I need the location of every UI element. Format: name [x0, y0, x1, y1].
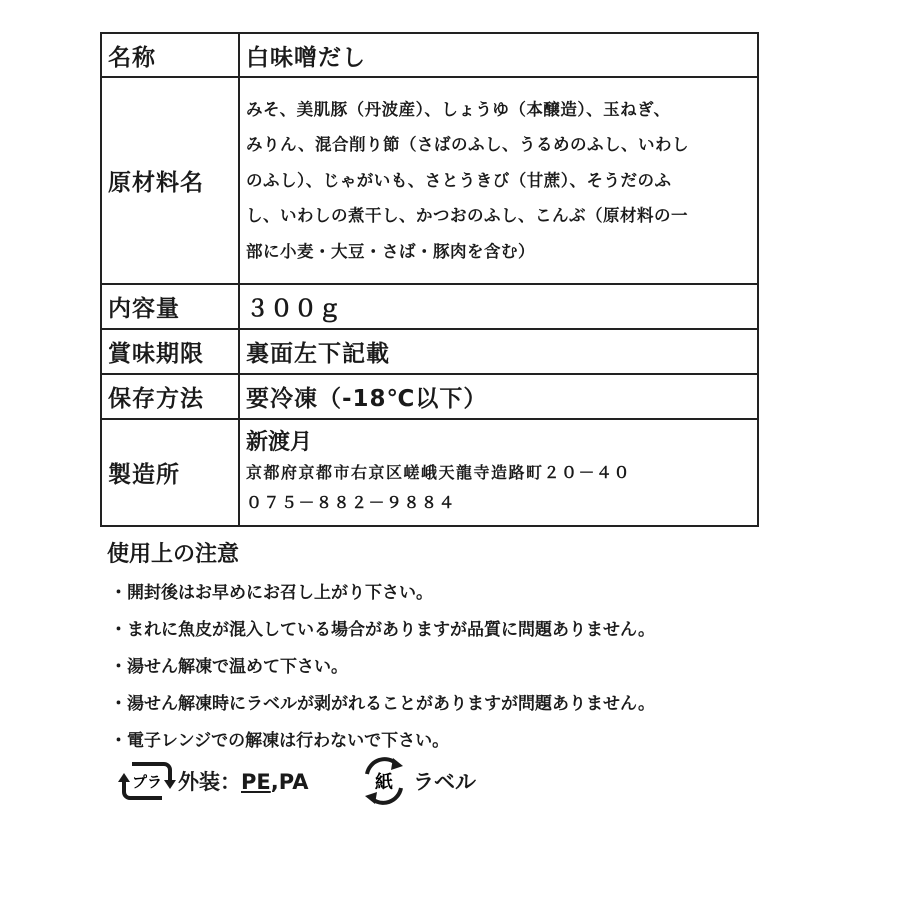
row-volume	[101, 284, 758, 329]
paper-label-text: ラベル	[413, 770, 476, 794]
note-item: ・まれに魚皮が混入している場合がありますが品質に問題ありません。	[110, 620, 656, 640]
recycle-plastic-icon	[118, 756, 176, 806]
recycle-paper-icon	[357, 756, 411, 806]
note-item: ・湯せん解凍で温めて下さい。	[110, 657, 348, 677]
product-label-table	[100, 32, 759, 527]
plastic-recycling-mark	[118, 756, 308, 806]
value-manufacturer	[239, 419, 758, 526]
plastic-material-underlined: PE	[241, 770, 271, 794]
paper-mark-text: 紙	[375, 772, 393, 793]
plastic-material-rest: ,PA	[270, 770, 309, 794]
note-item: ・電子レンジでの解凍は行わないで下さい。	[110, 731, 450, 751]
value-storage: 要冷凍（-18℃以下）	[239, 374, 758, 419]
key-expiry: 賞味期限	[101, 329, 239, 374]
notes-title: 使用上の注意	[107, 542, 240, 567]
value-ingredients	[239, 77, 758, 284]
ingredients-line: みそ、美肌豚（丹波産）、しょうゆ（本醸造）、玉ねぎ、	[246, 99, 671, 119]
note-item: ・湯せん解凍時にラベルが剥がれることがありますが問題ありません。	[110, 694, 656, 714]
manufacturer-name: 新渡月	[246, 429, 313, 455]
key-storage: 保存方法	[101, 374, 239, 419]
ingredients-line: し、いわしの煮干し、かつおのふし、こんぶ（原材料の一	[246, 206, 688, 226]
row-name	[101, 33, 758, 77]
plastic-mark-text: プラ	[131, 773, 163, 791]
manufacturer-address: 京都府京都市右京区嵯峨天龍寺造路町２０－４０	[246, 462, 632, 482]
ingredients-line: のふし）、じゃがいも、さとうきび（甘蔗）、そうだのふ	[246, 170, 672, 190]
paper-recycling-mark	[357, 756, 476, 806]
key-ingredients: 原材料名	[101, 77, 239, 284]
value-expiry: 裏面左下記載	[239, 329, 758, 374]
row-storage	[101, 374, 758, 419]
plastic-prefix: 外装：	[178, 770, 241, 794]
ingredients-line: 部に小麦・大豆・さば・豚肉を含む）	[246, 241, 535, 261]
key-name: 名称	[101, 33, 239, 77]
row-manufacturer	[101, 419, 758, 526]
note-item: ・開封後はお早めにお召し上がり下さい。	[110, 583, 433, 603]
plastic-material-label	[178, 766, 308, 796]
key-volume: 内容量	[101, 284, 239, 329]
row-ingredients	[101, 77, 758, 284]
ingredients-line: みりん、混合削り節（さばのふし、うるめのふし、いわし	[246, 135, 689, 155]
value-name: 白味噌だし	[239, 33, 758, 77]
manufacturer-phone: ０７５－８８２－９８８４	[246, 492, 457, 512]
notes-list	[110, 578, 655, 763]
row-expiry	[101, 329, 758, 374]
value-volume: ３００ｇ	[239, 284, 758, 329]
key-manufacturer: 製造所	[101, 419, 239, 526]
